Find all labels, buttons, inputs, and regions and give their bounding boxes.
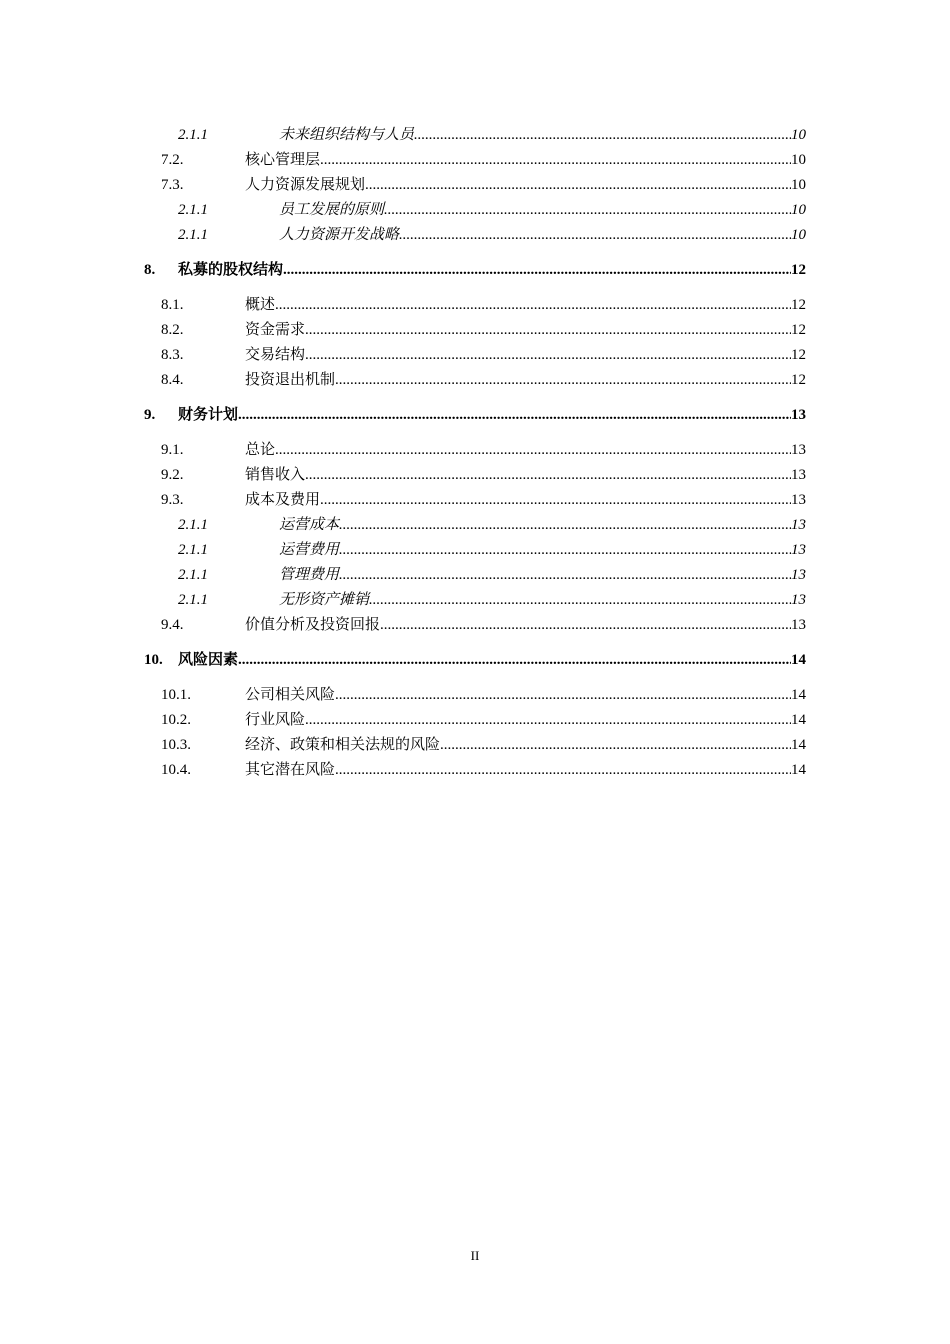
toc-entry-leader xyxy=(245,368,806,393)
dot-leader xyxy=(369,588,791,613)
toc-entry[interactable] xyxy=(0,758,950,783)
toc-entry-number: 10.3. xyxy=(161,737,191,753)
toc-entry-number: 2.1.1 xyxy=(178,517,208,533)
toc-entry-page: 13 xyxy=(791,407,806,423)
toc-entry-leader xyxy=(245,613,806,638)
toc-entry-page: 14 xyxy=(791,762,806,778)
toc-entry-number: 8.2. xyxy=(161,322,184,338)
toc-entry-leader xyxy=(279,513,806,538)
toc-entry-title[interactable]: 经济、政策和相关法规的风险 xyxy=(245,737,441,753)
toc-entry-page: 14 xyxy=(791,737,806,753)
toc-entry-title[interactable]: 人力资源开发战略 xyxy=(279,227,400,243)
dot-leader xyxy=(320,148,791,173)
toc-entry-leader xyxy=(245,148,806,173)
toc-entry-page: 13 xyxy=(791,567,806,583)
toc-entry-title[interactable]: 管理费用 xyxy=(279,567,340,583)
toc-entry-leader xyxy=(279,198,806,223)
toc-entry[interactable] xyxy=(0,438,950,463)
toc-entry-page: 13 xyxy=(791,592,806,608)
toc-entry-page: 10 xyxy=(791,202,806,218)
toc-entry-page: 13 xyxy=(791,442,806,458)
toc-entry-leader xyxy=(245,463,806,488)
dot-leader xyxy=(320,488,791,513)
toc-entry-title[interactable]: 员工发展的原则 xyxy=(279,202,385,218)
toc-entry-number: 10.4. xyxy=(161,762,191,778)
dot-leader xyxy=(283,258,791,283)
toc-entry[interactable] xyxy=(0,223,950,248)
toc-entry-title[interactable]: 投资退出机制 xyxy=(245,372,336,388)
toc-entry-leader xyxy=(245,758,806,783)
toc-entry-page: 12 xyxy=(791,372,806,388)
toc-entry-number: 7.2. xyxy=(161,152,184,168)
toc-entry-leader xyxy=(245,708,806,733)
table-of-contents xyxy=(0,123,950,783)
toc-entry-leader xyxy=(279,223,806,248)
dot-leader xyxy=(275,438,791,463)
toc-entry-title[interactable]: 私募的股权结构 xyxy=(178,262,284,278)
dot-leader xyxy=(339,563,791,588)
toc-entry-number: 10.1. xyxy=(161,687,191,703)
toc-entry[interactable] xyxy=(0,343,950,368)
toc-entry-title[interactable]: 人力资源发展规划 xyxy=(245,177,366,193)
toc-entry-title[interactable]: 公司相关风险 xyxy=(245,687,336,703)
dot-leader xyxy=(238,648,791,673)
toc-entry[interactable] xyxy=(0,538,950,563)
toc-entry-title[interactable]: 成本及费用 xyxy=(245,492,321,508)
toc-entry[interactable] xyxy=(0,563,950,588)
toc-entry-title[interactable]: 总论 xyxy=(245,442,276,458)
toc-entry[interactable] xyxy=(0,123,950,148)
toc-entry-title[interactable]: 销售收入 xyxy=(245,467,306,483)
dot-leader xyxy=(399,223,791,248)
toc-entry-title[interactable]: 财务计划 xyxy=(178,407,239,423)
toc-entry-title[interactable]: 价值分析及投资回报 xyxy=(245,617,381,633)
toc-entry-number: 9.1. xyxy=(161,442,184,458)
toc-entry[interactable] xyxy=(0,173,950,198)
toc-entry-leader xyxy=(279,588,806,613)
toc-entry-page: 10 xyxy=(791,227,806,243)
toc-entry-leader xyxy=(245,173,806,198)
toc-entry-page: 12 xyxy=(791,347,806,363)
dot-leader xyxy=(275,293,791,318)
toc-entry-leader xyxy=(245,293,806,318)
toc-entry-page: 12 xyxy=(791,322,806,338)
toc-entry-number: 2.1.1 xyxy=(178,227,208,243)
toc-entry-page: 13 xyxy=(791,542,806,558)
toc-entry[interactable] xyxy=(0,613,950,638)
toc-entry-title[interactable]: 行业风险 xyxy=(245,712,306,728)
toc-entry-number: 9.3. xyxy=(161,492,184,508)
toc-entry[interactable] xyxy=(0,403,950,428)
dot-leader xyxy=(440,733,791,758)
toc-entry[interactable] xyxy=(0,488,950,513)
toc-entry-page: 14 xyxy=(791,687,806,703)
toc-entry-number: 8.4. xyxy=(161,372,184,388)
toc-entry-number: 9. xyxy=(144,407,156,423)
dot-leader xyxy=(305,343,791,368)
toc-entry-title[interactable]: 其它潜在风险 xyxy=(245,762,336,778)
dot-leader xyxy=(335,683,791,708)
dot-leader xyxy=(238,403,791,428)
toc-entry[interactable] xyxy=(0,258,950,283)
toc-entry[interactable] xyxy=(0,463,950,488)
toc-entry-title[interactable]: 运营费用 xyxy=(279,542,340,558)
toc-entry-page: 14 xyxy=(791,652,806,668)
toc-entry-page: 13 xyxy=(791,467,806,483)
dot-leader xyxy=(384,198,791,223)
toc-entry[interactable] xyxy=(0,198,950,223)
dot-leader xyxy=(339,538,791,563)
toc-entry-leader xyxy=(245,438,806,463)
toc-entry-title[interactable]: 交易结构 xyxy=(245,347,306,363)
toc-entry-page: 10 xyxy=(791,177,806,193)
toc-entry-leader xyxy=(279,538,806,563)
toc-entry-title[interactable]: 运营成本 xyxy=(279,517,340,533)
toc-entry-number: 8. xyxy=(144,262,156,278)
toc-entry[interactable] xyxy=(0,683,950,708)
toc-entry-leader xyxy=(245,733,806,758)
toc-entry-leader xyxy=(245,488,806,513)
toc-entry-page: 12 xyxy=(791,297,806,313)
toc-entry-title[interactable]: 核心管理层 xyxy=(245,152,321,168)
toc-entry[interactable] xyxy=(0,318,950,343)
page-number: II xyxy=(470,1248,480,1263)
toc-entry-page: 14 xyxy=(791,712,806,728)
toc-entry-page: 12 xyxy=(791,262,806,278)
toc-entry-leader xyxy=(178,648,806,673)
toc-entry-number: 7.3. xyxy=(161,177,184,193)
toc-entry[interactable] xyxy=(0,588,950,613)
dot-leader xyxy=(305,463,791,488)
toc-entry-page: 10 xyxy=(791,152,806,168)
toc-entry-leader xyxy=(279,563,806,588)
toc-entry[interactable] xyxy=(0,293,950,318)
toc-entry[interactable] xyxy=(0,733,950,758)
toc-entry-number: 2.1.1 xyxy=(178,542,208,558)
toc-entry-page: 13 xyxy=(791,517,806,533)
toc-entry-number: 10. xyxy=(144,652,163,668)
toc-entry-number: 2.1.1 xyxy=(178,127,208,143)
toc-entry-page: 10 xyxy=(791,127,806,143)
toc-entry-page: 13 xyxy=(791,492,806,508)
toc-entry-title[interactable]: 未来组织结构与人员 xyxy=(279,127,415,143)
toc-entry-number: 8.3. xyxy=(161,347,184,363)
toc-entry-number: 9.4. xyxy=(161,617,184,633)
toc-entry-leader xyxy=(279,123,806,148)
dot-leader xyxy=(305,708,791,733)
toc-entry-title[interactable]: 概述 xyxy=(245,297,276,313)
toc-entry-leader xyxy=(245,683,806,708)
dot-leader xyxy=(305,318,791,343)
dot-leader xyxy=(335,758,791,783)
toc-entry-number: 8.1. xyxy=(161,297,184,313)
toc-entry-leader xyxy=(178,403,806,428)
toc-entry-number: 2.1.1 xyxy=(178,567,208,583)
toc-entry-title[interactable]: 资金需求 xyxy=(245,322,306,338)
dot-leader xyxy=(380,613,791,638)
toc-entry-leader xyxy=(178,258,806,283)
dot-leader xyxy=(414,123,791,148)
toc-entry[interactable] xyxy=(0,148,950,173)
toc-entry-leader xyxy=(245,318,806,343)
toc-entry-number: 10.2. xyxy=(161,712,191,728)
toc-entry[interactable] xyxy=(0,648,950,673)
toc-entry-number: 2.1.1 xyxy=(178,592,208,608)
dot-leader xyxy=(339,513,791,538)
toc-entry-leader xyxy=(245,343,806,368)
toc-entry[interactable] xyxy=(0,513,950,538)
dot-leader xyxy=(365,173,791,198)
toc-entry-page: 13 xyxy=(791,617,806,633)
toc-entry-title[interactable]: 风险因素 xyxy=(178,652,239,668)
dot-leader xyxy=(335,368,791,393)
toc-entry-number: 2.1.1 xyxy=(178,202,208,218)
toc-entry[interactable] xyxy=(0,368,950,393)
toc-entry-number: 9.2. xyxy=(161,467,184,483)
toc-entry[interactable] xyxy=(0,708,950,733)
toc-entry-title[interactable]: 无形资产摊销 xyxy=(279,592,370,608)
